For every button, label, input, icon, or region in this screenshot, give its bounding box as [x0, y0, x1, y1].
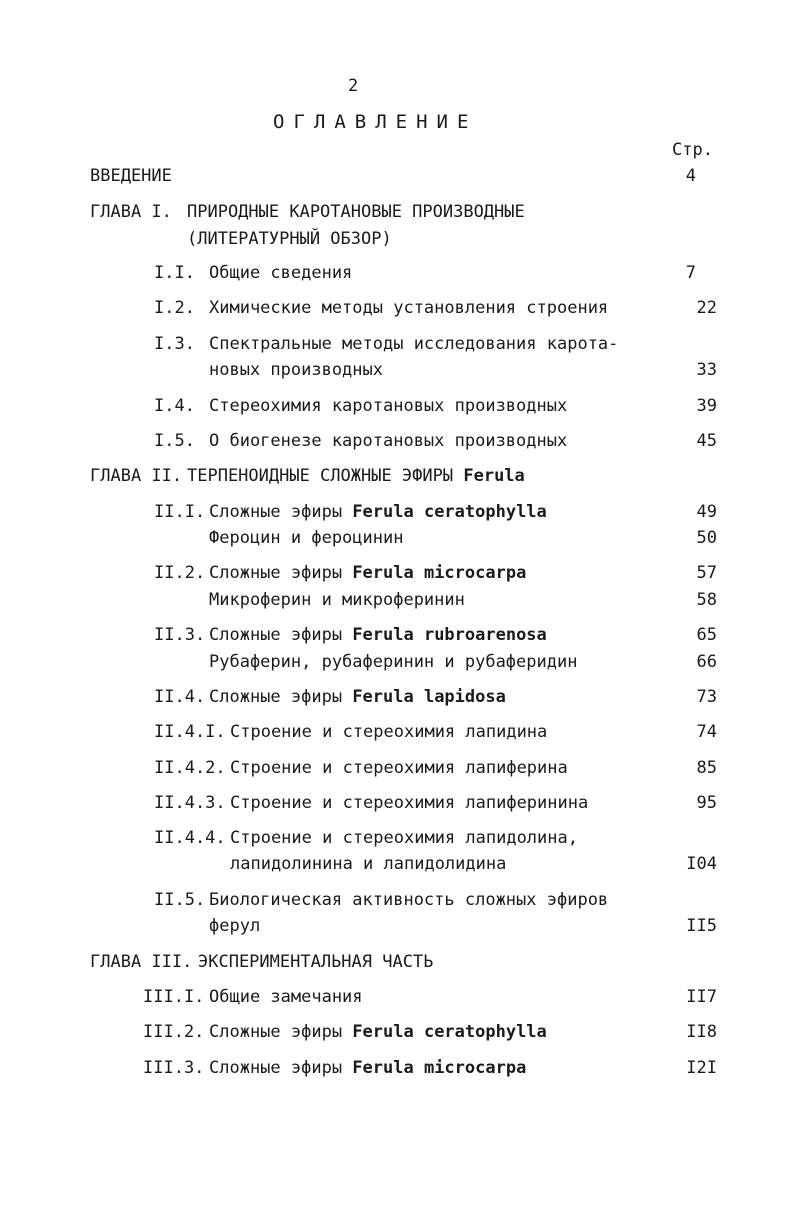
toc-entry-num: II.4.: [154, 687, 206, 707]
toc-entry-page: I2I: [686, 1058, 717, 1078]
toc-entry-text-ru: Сложные эфиры: [209, 1022, 343, 1042]
toc-page-intro: 4: [685, 166, 696, 186]
toc-chapter-2-title: [187, 466, 525, 486]
toc-entry-text-ru: Сложные эфиры: [209, 1058, 343, 1078]
toc-entry-page: 7: [685, 263, 696, 283]
toc-entry-text: Общие сведения: [209, 263, 353, 283]
toc-entry-page: II5: [686, 916, 717, 936]
toc-entry-page: 85: [696, 758, 717, 778]
toc-entry-text-line2: Микроферин и микроферинин: [209, 590, 465, 610]
toc-entry-text: Химические методы установления строения: [209, 298, 609, 318]
toc-entry-text-line2: лапидолинина и лапидолидина: [230, 854, 507, 874]
toc-chapter-1-title: ПРИРОДНЫЕ КАРОТАНОВЫЕ ПРОИЗВОДНЫЕ: [187, 202, 525, 222]
toc-entry-page: 22: [696, 298, 717, 318]
toc-chapter-2-latin: Ferula: [463, 466, 525, 486]
toc-entry-text-ru: Сложные эфиры: [209, 563, 343, 583]
toc-chapter-1-title-line2: (ЛИТЕРАТУРНЫЙ ОБЗОР): [187, 229, 392, 249]
page-column-header: Стр.: [672, 140, 713, 160]
page-number: 2: [348, 76, 359, 96]
toc-entry-text: Строение и стереохимия лапиферинина: [230, 793, 589, 813]
toc-chapter-2-num: ГЛАВА II.: [90, 466, 183, 486]
toc-entry-text: [209, 1058, 526, 1078]
toc-entry-text: Биологическая активность сложных эфиров: [209, 890, 609, 910]
toc-entry-page: 95: [696, 793, 717, 813]
toc-entry-page: 65: [696, 625, 717, 645]
toc-entry-page: 73: [696, 687, 717, 707]
toc-entry-text-line2: новых производных: [209, 360, 383, 380]
toc-entry-text: Строение и стереохимия лапиферина: [230, 758, 568, 778]
toc-entry-text: [209, 1022, 547, 1042]
toc-entry-text-line2: Рубаферин, рубаферинин и рубаферидин: [209, 652, 578, 672]
toc-entry-num: II.4.2.: [154, 758, 226, 778]
toc-entry-text: Общие замечания: [209, 987, 363, 1007]
toc-entry-num: I.I.: [154, 263, 195, 283]
toc-entry-num: II.4.3.: [154, 793, 226, 813]
toc-entry-text: Стереохимия каротановых производных: [209, 396, 568, 416]
toc-entry-text: [209, 563, 526, 583]
toc-entry-latin: Ferula ceratophylla: [352, 502, 547, 522]
toc-entry-num: I.3.: [154, 334, 195, 354]
toc-entry-page: 45: [696, 431, 717, 451]
toc-entry-latin: Ferula lapidosa: [352, 687, 506, 707]
toc-entry-page: 49: [696, 502, 717, 522]
toc-entry-num: II.2.: [154, 563, 206, 583]
toc-entry-page-2: 66: [696, 652, 717, 672]
toc-entry-text: Спектральные методы исследования карота-: [209, 334, 619, 354]
toc-entry-num: II.I.: [154, 502, 206, 522]
toc-entry-latin: Ferula microcarpa: [352, 563, 527, 583]
toc-entry-text-line2: ферул: [209, 916, 261, 936]
toc-entry-num: II.5.: [154, 890, 206, 910]
toc-entry-num: II.4.4.: [154, 828, 226, 848]
toc-entry-text: [209, 625, 547, 645]
toc-entry-num: III.2.: [143, 1022, 205, 1042]
toc-entry-text-ru: Сложные эфиры: [209, 687, 343, 707]
toc-entry-page: 33: [696, 360, 717, 380]
toc-entry-latin: Ferula microcarpa: [352, 1058, 527, 1078]
toc-entry-num: I.4.: [154, 396, 195, 416]
toc-entry-text: [209, 687, 506, 707]
toc-entry-latin: Ferula rubroarenosa: [352, 625, 547, 645]
toc-entry-text: Строение и стереохимия лапидина: [230, 722, 548, 742]
toc-entry-text-line2: Фероцин и фероцинин: [209, 528, 404, 548]
toc-chapter-1-num: ГЛАВА I.: [90, 202, 172, 222]
toc-entry-text: Строение и стереохимия лапидолина,: [230, 828, 578, 848]
toc-entry-latin: Ferula ceratophylla: [352, 1022, 547, 1042]
toc-entry-text-ru: Сложные эфиры: [209, 625, 343, 645]
toc-entry-num: II.4.I.: [154, 722, 226, 742]
toc-entry-intro: ВВЕДЕНИЕ: [90, 166, 172, 186]
toc-entry-page: I04: [686, 854, 717, 874]
toc-entry-num: III.3.: [143, 1058, 205, 1078]
toc-entry-text: [209, 502, 547, 522]
toc-entry-num: I.5.: [154, 431, 195, 451]
toc-entry-text: О биогенезе каротановых производных: [209, 431, 568, 451]
toc-chapter-3-title: ЭКСПЕРИМЕНТАЛЬНАЯ ЧАСТЬ: [198, 952, 434, 972]
toc-entry-page: II7: [686, 987, 717, 1007]
toc-entry-num: II.3.: [154, 625, 206, 645]
toc-entry-page: 39: [696, 396, 717, 416]
toc-entry-page-2: 58: [696, 590, 717, 610]
toc-entry-page: 57: [696, 563, 717, 583]
toc-entry-page: II8: [686, 1022, 717, 1042]
toc-chapter-2-title-text: ТЕРПЕНОИДНЫЕ СЛОЖНЫЕ ЭФИРЫ: [187, 466, 454, 486]
toc-entry-num: I.2.: [154, 298, 195, 318]
toc-entry-num: III.I.: [143, 987, 205, 1007]
page-title: ОГЛАВЛЕНИЕ: [273, 111, 478, 133]
toc-entry-text-ru: Сложные эфиры: [209, 502, 343, 522]
toc-entry-page: 74: [696, 722, 717, 742]
toc-entry-page-2: 50: [696, 528, 717, 548]
toc-chapter-3-num: ГЛАВА III.: [90, 952, 193, 972]
